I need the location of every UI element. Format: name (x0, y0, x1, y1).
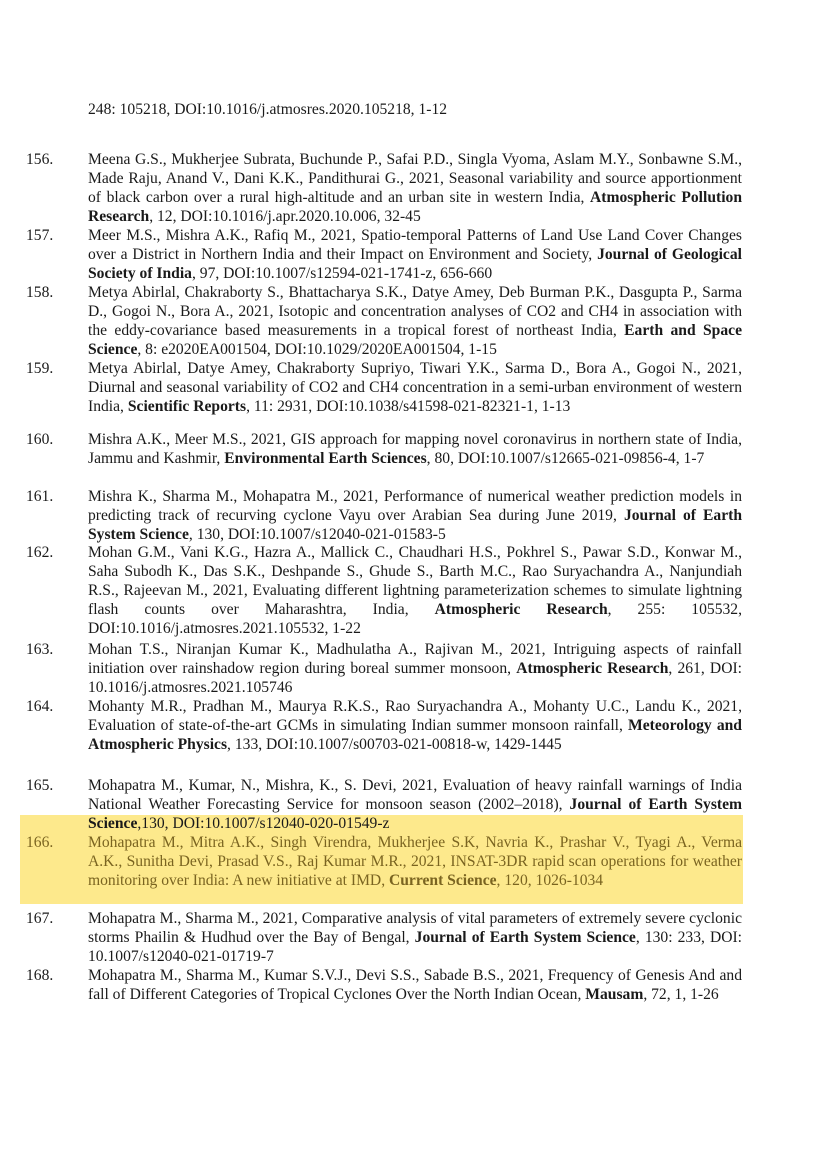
journal-name: Atmospheric Research (434, 601, 608, 618)
reference-authors-title: Mohapatra M., Sharma M., 2021, Comparative analysis of vital parameters of extremely severe cyclonic storms Phailin & Hudhud over the Bay of Bengal, (88, 910, 742, 946)
journal-name: Earth and Space Science (88, 322, 742, 358)
reference-details: , 72, 1, 1-26 (643, 986, 719, 1003)
reference-text (88, 543, 742, 638)
reference-entry (26, 150, 742, 226)
reference-number: 157. (26, 227, 54, 244)
reference-number: 156. (26, 151, 54, 168)
reference-number: 165. (26, 777, 54, 794)
journal-name: Journal of Earth System Science (88, 507, 742, 543)
reference-number: 161. (26, 488, 54, 505)
reference-authors-title: Mohan G.M., Vani K.G., Hazra A., Mallick C., Chaudhari H.S., Pokhrel S., Pawar S.D., Konwar M., Saha Subodh K., Das S.K., Deshpande S., Ghude S., Barth M.C., Rao Suryachandra A., Nanjundiah R.S., Rajeevan M., 2021, Evaluating different lightning parameterization schemes to simulate lightning flash counts over Maharashtra, India, (88, 544, 742, 618)
reference-entry (26, 966, 742, 1004)
reference-entry (26, 359, 742, 416)
reference-entry (26, 776, 742, 833)
reference-text (88, 697, 742, 754)
reference-number: 158. (26, 284, 54, 301)
reference-authors-title: Mishra K., Sharma M., Mohapatra M., 2021, Performance of numerical weather prediction models in predicting track of recurving cyclone Vayu over Arabian Sea during June 2019, (88, 488, 742, 524)
journal-name: Journal of Earth System Science (414, 929, 636, 946)
reference-entry (26, 226, 742, 283)
reference-entry (26, 640, 742, 697)
reference-entry (26, 487, 742, 544)
journal-name: Journal of Earth System Science (88, 796, 742, 832)
reference-entry (26, 909, 742, 966)
journal-name: Meteorology and Atmospheric Physics (88, 717, 742, 753)
reference-entry (26, 543, 742, 638)
reference-number: 160. (26, 431, 54, 448)
journal-name: Atmospheric Research (516, 660, 669, 677)
reference-text (88, 430, 742, 468)
reference-number: 164. (26, 698, 54, 715)
reference-authors-title: Metya Abirlal, Chakraborty S., Bhattacharya S.K., Datye Amey, Deb Burman P.K., Dasgupta P., Sarma D., Gogoi N., Bora A., 2021, Isotopic and concentration analyses of CO2 and CH4 in association with the eddy-covariance based measurements in a tropical forest of northeast India, (88, 284, 742, 339)
reference-authors-title: Mohapatra M., Mitra A.K., Singh Virendra, Mukherjee S.K, Navria K., Prashar V., Tyagi A., Verma A.K., Sunitha Devi, Prasad V.S., Raj Kumar M.R., 2021, INSAT-3DR rapid scan operations for weather monitoring over India: A new initiative at IMD, (88, 834, 742, 889)
reference-authors-title: Meena G.S., Mukherjee Subrata, Buchunde P., Safai P.D., Singla Vyoma, Aslam M.Y., Sonbawne S.M., Made Raju, Anand V., Dani K.K., Pandithurai G., 2021, Seasonal variability and source apportionment of black carbon over a rural high-altitude and an urban site in western India, (88, 151, 742, 206)
reference-entry (26, 283, 742, 359)
reference-text (88, 966, 742, 1004)
reference-text (88, 150, 742, 226)
reference-details: , 120, 1026-1034 (496, 872, 604, 889)
journal-name: Atmospheric Pollution Research (88, 189, 742, 225)
reference-details: , 130: 233, DOI: 10.1007/s12040-021-01719-7 (88, 929, 743, 965)
journal-name: Mausam (585, 986, 644, 1003)
reference-entry (26, 697, 742, 754)
reference-details: , 261, DOI: 10.1016/j.atmosres.2021.105746 (88, 660, 742, 696)
journal-name: Current Science (389, 872, 497, 889)
reference-details: , 130, DOI:10.1007/s12040-021-01583-5 (188, 526, 446, 543)
reference-details: , 8: e2020EA001504, DOI:10.1029/2020EA001504, 1-15 (137, 341, 497, 358)
reference-details: ,130, DOI:10.1007/s12040-020-01549-z (137, 815, 390, 832)
journal-name: Scientific Reports (127, 398, 247, 415)
reference-details: , 12, DOI:10.1016/j.apr.2020.10.006, 32-45 (149, 208, 421, 225)
reference-text (88, 776, 742, 833)
reference-authors-title: Meer M.S., Mishra A.K., Rafiq M., 2021, Spatio-temporal Patterns of Land Use Land Cover Changes over a District in Northern India and their Impact on Environment and Society, (88, 227, 742, 263)
reference-text (88, 909, 742, 966)
reference-text (88, 833, 742, 890)
journal-name: Environmental Earth Sciences (224, 450, 427, 467)
reference-number: 168. (26, 967, 54, 984)
reference-entry (26, 833, 742, 890)
reference-entry (26, 430, 742, 468)
reference-authors-title: Mishra A.K., Meer M.S., 2021, GIS approach for mapping novel coronavirus in northern state of India, Jammu and Kashmir, (88, 431, 742, 467)
reference-text (88, 283, 742, 359)
reference-text (88, 640, 742, 697)
reference-number: 167. (26, 910, 54, 927)
reference-number: 162. (26, 544, 54, 561)
reference-text (88, 359, 742, 416)
journal-name: Journal of Geological Society of India (88, 246, 742, 282)
reference-authors-title: Mohapatra M., Sharma M., Kumar S.V.J., Devi S.S., Sabade B.S., 2021, Frequency of Genesis And and fall of Different Categories of Tropical Cyclones Over the North Indian Ocean, (88, 967, 742, 1003)
reference-details: , 11: 2931, DOI:10.1038/s41598-021-82321-1, 1-13 (246, 398, 571, 415)
reference-authors-title: Metya Abirlal, Datye Amey, Chakraborty Supriyo, Tiwari Y.K., Sarma D., Bora A., Gogoi N., 2021, Diurnal and seasonal variability of CO2 and CH4 concentration in a semi-urban environment of western India, (88, 360, 742, 415)
reference-authors-title: Mohanty M.R., Pradhan M., Maurya R.K.S., Rao Suryachandra A., Mohanty U.C., Landu K., 2021, Evaluation of state-of-the-art GCMs in simulating Indian summer monsoon rainfall, (88, 698, 742, 734)
reference-number: 159. (26, 360, 54, 377)
reference-number: 166. (26, 834, 54, 851)
reference-number: 163. (26, 641, 54, 658)
reference-text (88, 487, 742, 544)
reference-details: , 97, DOI:10.1007/s12594-021-1741-z, 656-660 (191, 265, 493, 282)
reference-details: , 133, DOI:10.1007/s00703-021-00818-w, 1429-1445 (227, 736, 562, 753)
reference-text (88, 226, 742, 283)
reference-authors-title: Mohapatra M., Kumar, N., Mishra, K., S. Devi, 2021, Evaluation of heavy rainfall warnings of India National Weather Forecasting Service for monsoon season (2002–2018), (88, 777, 742, 813)
reference-details: , 255: 105532, DOI:10.1016/j.atmosres.2021.105532, 1-22 (88, 601, 742, 637)
reference-continuation: 248: 105218, DOI:10.1016/j.atmosres.2020.105218, 1-12 (88, 101, 448, 118)
reference-details: , 80, DOI:10.1007/s12665-021-09856-4, 1-7 (426, 450, 705, 467)
reference-authors-title: Mohan T.S., Niranjan Kumar K., Madhulatha A., Rajivan M., 2021, Intriguing aspects of rainfall initiation over rainshadow region during boreal summer monsoon, (88, 641, 742, 677)
